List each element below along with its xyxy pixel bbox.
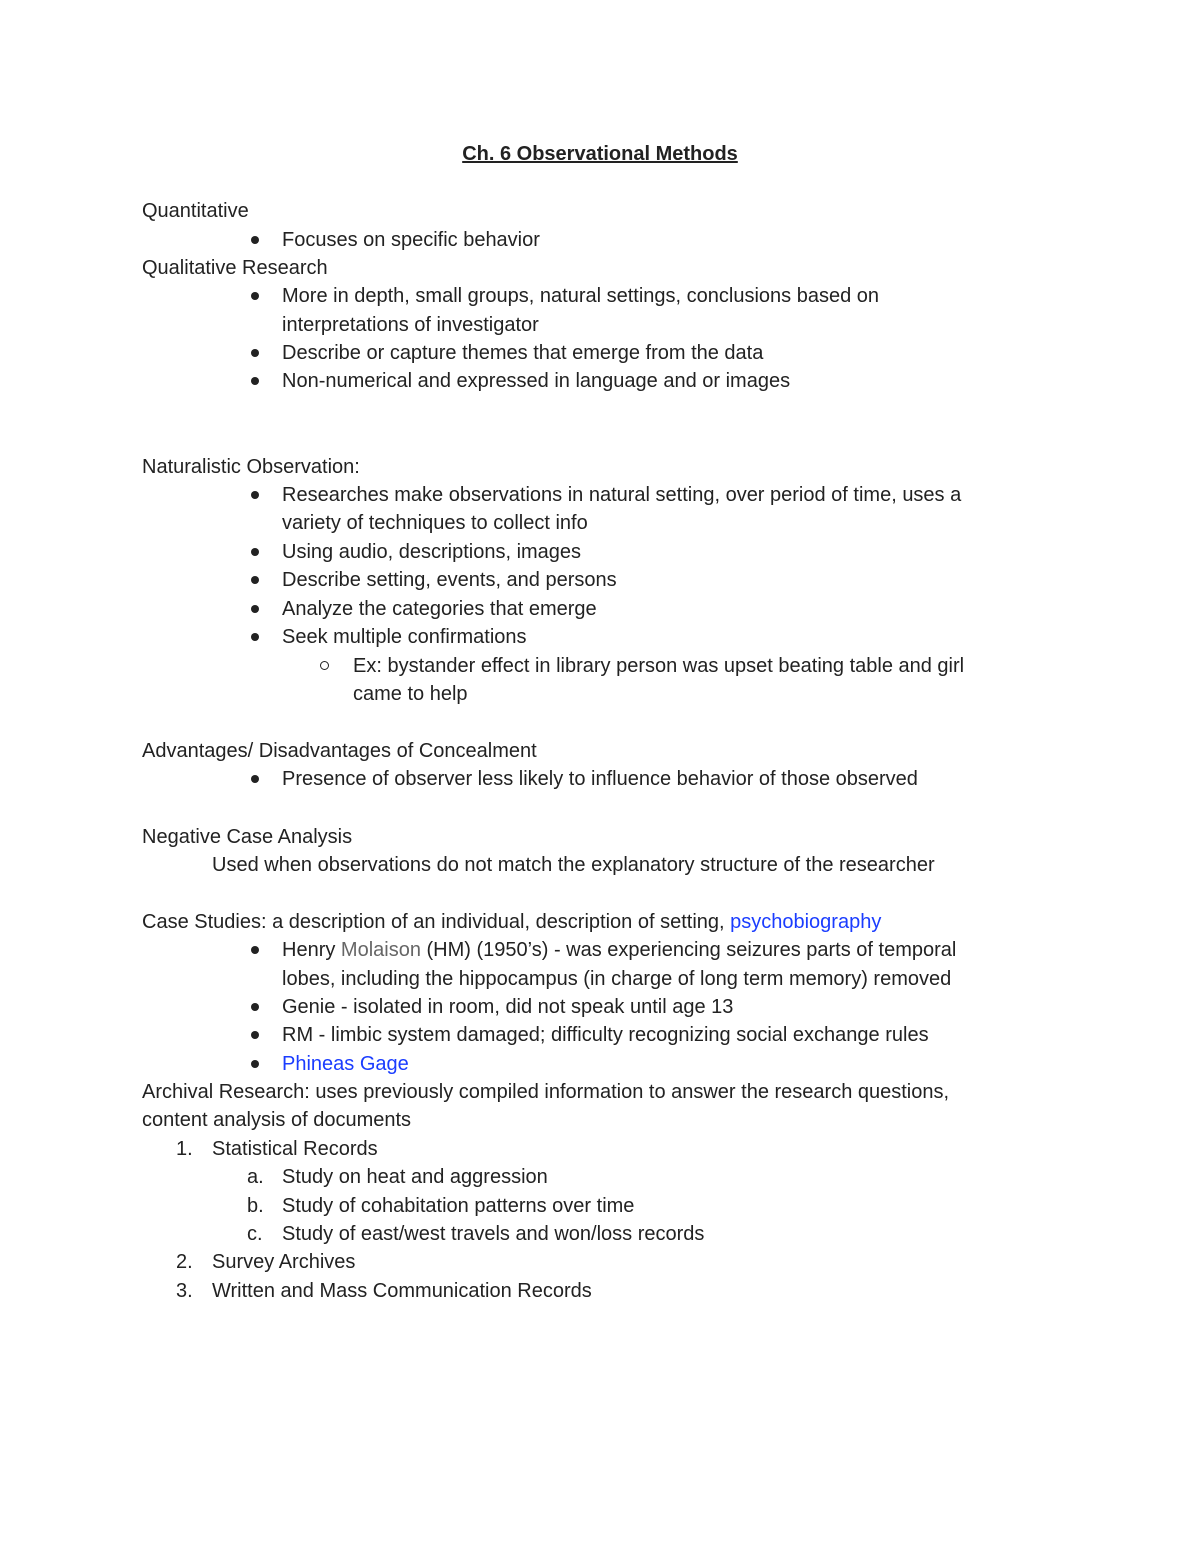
list-item: Describe or capture themes that emerge from the data — [282, 342, 764, 364]
list-item: Analyze the categories that emerge — [282, 598, 597, 620]
molaison-text: Molaison — [340, 939, 421, 961]
lettered-item: Study on heat and aggression — [282, 1166, 548, 1188]
naturalistic-heading: Naturalistic Observation: — [142, 456, 360, 478]
case-studies-heading — [142, 910, 881, 934]
lettered-item: Study of east/west travels and won/loss records — [282, 1223, 705, 1245]
list-item-text: (HM) (1950’s) - was experiencing seizures parts of temporal — [420, 939, 957, 961]
bullet-icon — [251, 349, 259, 357]
psychobiography-link[interactable]: psychobiography — [730, 911, 882, 933]
bullet-icon — [251, 775, 259, 783]
list-letter: c. — [247, 1223, 263, 1245]
list-item: Genie - isolated in room, did not speak until age 13 — [282, 996, 734, 1018]
bullet-icon — [251, 633, 259, 641]
list-item-text: Henry — [282, 939, 341, 961]
list-item: Presence of observer less likely to influence behavior of those observed — [282, 768, 918, 790]
bullet-icon — [251, 491, 259, 499]
list-item: Non-numerical and expressed in language and or images — [282, 370, 791, 392]
case-studies-text: Case Studies: a description of an individual, description of setting, — [142, 911, 731, 933]
archival-heading-continuation: content analysis of documents — [142, 1109, 412, 1131]
list-item-continuation: variety of techniques to collect info — [282, 512, 588, 534]
archival-heading: Archival Research: uses previously compiled information to answer the research questions, — [142, 1081, 950, 1103]
sub-list-item-continuation: came to help — [353, 683, 468, 705]
negative-case-heading: Negative Case Analysis — [142, 826, 353, 848]
bullet-icon — [251, 377, 259, 385]
bullet-icon — [251, 946, 259, 954]
phineas-gage-link[interactable]: Phineas Gage — [282, 1053, 409, 1075]
bullet-icon — [251, 1060, 259, 1068]
bullet-icon — [251, 1003, 259, 1011]
numbered-item: Statistical Records — [212, 1138, 378, 1160]
list-letter: a. — [247, 1166, 264, 1188]
qualitative-heading: Qualitative Research — [142, 257, 328, 279]
hollow-bullet-icon — [320, 661, 329, 670]
bullet-icon — [251, 548, 259, 556]
negative-case-text: Used when observations do not match the explanatory structure of the researcher — [212, 854, 935, 876]
list-item-continuation: interpretations of investigator — [282, 314, 539, 336]
list-number: 3. — [176, 1280, 193, 1302]
list-item: More in depth, small groups, natural settings, conclusions based on — [282, 285, 880, 307]
numbered-item: Survey Archives — [212, 1251, 356, 1273]
bullet-icon — [251, 292, 259, 300]
sub-list-item: Ex: bystander effect in library person was upset beating table and girl — [353, 655, 965, 677]
bullet-icon — [251, 236, 259, 244]
bullet-icon — [251, 1031, 259, 1039]
concealment-heading: Advantages/ Disadvantages of Concealment — [142, 740, 537, 762]
list-item: Researches make observations in natural setting, over period of time, uses a — [282, 484, 962, 506]
bullet-icon — [251, 605, 259, 613]
list-item-continuation: lobes, including the hippocampus (in charge of long term memory) removed — [282, 968, 952, 990]
list-number: 1. — [176, 1138, 193, 1160]
list-item: Using audio, descriptions, images — [282, 541, 582, 563]
lettered-item: Study of cohabitation patterns over time — [282, 1195, 635, 1217]
list-item: Seek multiple confirmations — [282, 626, 527, 648]
list-item: RM - limbic system damaged; difficulty recognizing social exchange rules — [282, 1024, 929, 1046]
list-item — [282, 938, 956, 962]
list-item: Describe setting, events, and persons — [282, 569, 617, 591]
page-title: Ch. 6 Observational Methods — [462, 143, 738, 165]
list-number: 2. — [176, 1251, 193, 1273]
list-item: Focuses on specific behavior — [282, 229, 540, 251]
bullet-icon — [251, 576, 259, 584]
quantitative-heading: Quantitative — [142, 200, 249, 222]
numbered-item: Written and Mass Communication Records — [212, 1280, 592, 1302]
list-letter: b. — [247, 1195, 264, 1217]
